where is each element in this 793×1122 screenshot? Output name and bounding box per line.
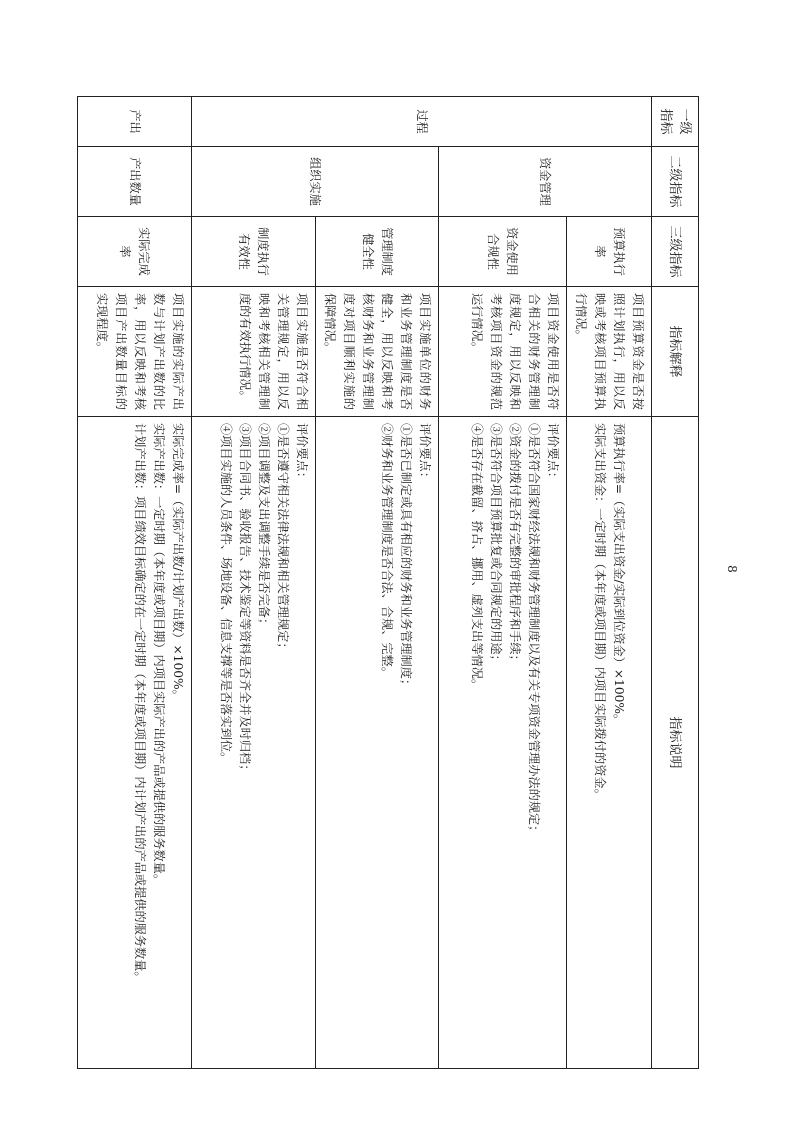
description-line: ①是否符合国家财经法规和财务管理制度以及有关专项资金管理办法的规定； (527, 423, 541, 838)
header-level2: 二级指标 (652, 147, 699, 217)
description-line: 计划产出数：项目绩效目标确定的在一定时期（本年度或项目期）内计划产出的产品或提供的服务数量。 (133, 423, 147, 984)
level2-fund-management: 资金管理 (439, 147, 652, 217)
description-system-soundness (316, 417, 439, 1069)
description-line: ③是否符合项目预算批复或合同规定的用途； (489, 423, 503, 667)
description-line: ②财务和业务管理制度是否合法、合规、完整。 (380, 423, 394, 679)
description-line: 实际支出资金：一定时期（本年度或项目期）内项目实际拨付的资金。 (593, 423, 607, 801)
description-line: 实际产出数：一定时期（本年度或项目期）内项目实际产出的产品或提供的服务数量。 (152, 423, 166, 887)
header-row (652, 97, 699, 1069)
description-line: ④项目实施的人员条件、场地设备、信息支撑等是否落实到位。 (219, 423, 233, 765)
interpretation-system-soundness: 项目实施单位的财务和业务管理制度是否健全，用以反映和考核财务和业务管理制度对项目顺利实施的保障情况。 (316, 287, 439, 417)
rotated-table-frame (87, 96, 699, 1068)
level1-output: 产出 (78, 97, 192, 147)
indicator-table (77, 96, 699, 1069)
level1-process: 过程 (192, 97, 652, 147)
description-line: ②资金的拨付是否有完整的审批程序和手续； (508, 423, 522, 667)
header-interpretation: 指标解释 (652, 287, 699, 417)
interpretation-system-execution: 项目实施是否符合相关管理规定，用以反映和考核相关管理制度的有效执行情况。 (192, 287, 316, 417)
description-completion-rate (78, 417, 192, 1069)
header-level1: 一级指标 (652, 97, 699, 147)
description-line: 评价要点： (295, 423, 309, 484)
description-system-execution (192, 417, 316, 1069)
level3-system-soundness: 管理制度健全性 (316, 217, 439, 287)
table-row (316, 97, 439, 1069)
level3-fund-compliance: 资金使用合规性 (439, 217, 567, 287)
header-level3: 三级指标 (652, 217, 699, 287)
table-row (439, 97, 567, 1069)
interpretation-fund-compliance: 项目资金使用是否符合相关的财务管理制度规定，用以反映和考核项目资金的规范运行情况。 (439, 287, 567, 417)
table-row (192, 97, 316, 1069)
description-line: 实际完成率=（实际产出数/计划产出数）×100%。 (171, 423, 185, 702)
description-line: ④是否存在截留、挤占、挪用、虚列支出等情况。 (470, 423, 484, 692)
interpretation-completion-rate: 项目实施的实际产出数与计划产出数的比率，用以反映和考核项目产出数量目标的实现程度。 (78, 287, 192, 417)
description-line: 预算执行率=（实际支出资金/实际到位资金）×100%。 (612, 423, 626, 727)
description-budget-execution (567, 417, 652, 1069)
header-description: 指标说明 (652, 417, 699, 1069)
table-row (567, 97, 652, 1069)
description-line: ①是否遵守相关法律法规和相关管理规定； (276, 423, 290, 655)
page-number: 8 (724, 565, 739, 573)
table-row (78, 97, 192, 1069)
level3-completion-rate: 实际完成率 (78, 217, 192, 287)
interpretation-budget-execution: 项目预算资金是否按照计划执行，用以反映或考核项目预算执行情况。 (567, 287, 652, 417)
description-line: ①是否已制定或具有相应的财务和业务管理制度； (399, 423, 413, 692)
description-line: ③项目合同书、验收报告、技术鉴定等资料是否齐全并及时归档； (238, 423, 252, 777)
level3-system-execution: 制度执行有效性 (192, 217, 316, 287)
description-fund-compliance (439, 417, 567, 1069)
level2-organization: 组织实施 (192, 147, 439, 217)
description-line: 评价要点： (546, 423, 560, 484)
description-line: ②项目调整及支出调整手续是否完备； (257, 423, 271, 631)
description-line: 评价要点： (418, 423, 432, 484)
level2-output-quantity: 产出数量 (78, 147, 192, 217)
level3-budget-execution: 预算执行率 (567, 217, 652, 287)
